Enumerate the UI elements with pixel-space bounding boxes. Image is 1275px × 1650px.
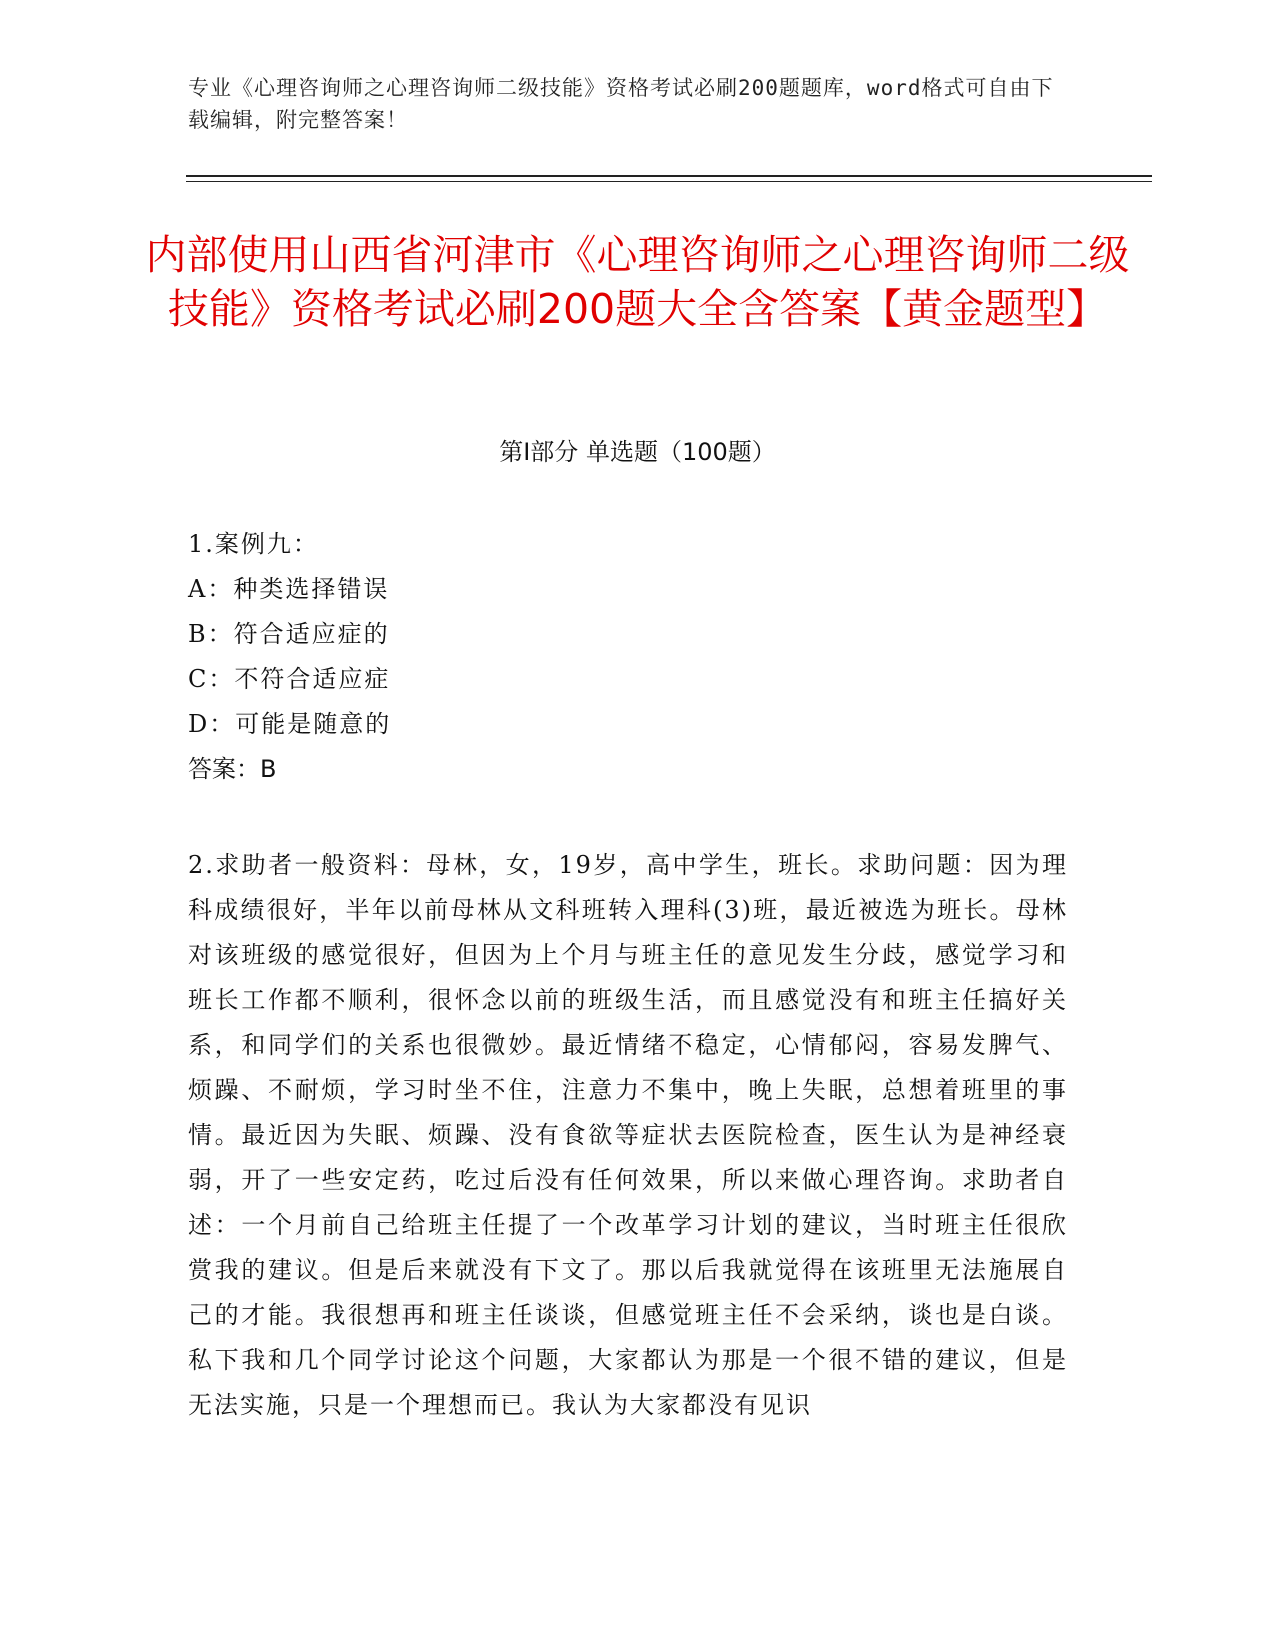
- option-d: D：可能是随意的: [188, 710, 392, 738]
- option-a: A：种类选择错误: [188, 575, 390, 603]
- option-b: B：符合适应症的: [188, 620, 390, 648]
- option-c: C：不符合适应症: [188, 665, 391, 693]
- header-divider-thick: [186, 175, 1152, 177]
- document-title: 内部使用山西省河津市《心理咨询师之心理咨询师二级技能》资格考试必刷200题大全含答案【黄金题型】: [145, 231, 1130, 333]
- header-note: 专业《心理咨询师之心理咨询师二级技能》资格考试必刷200题题库，word格式可自由下载编辑，附完整答案！: [188, 76, 1054, 132]
- answer-text: 答案：B: [188, 755, 277, 783]
- question-stem: 1.案例九：: [188, 530, 319, 558]
- question-1: [188, 522, 1068, 792]
- question-2: 2.求助者一般资料：母林，女，19岁，高中学生，班长。求助问题：因为理科成绩很好，半年以前母林从文科班转入理科(3)班，最近被选为班长。母林对该班级的感觉很好，但因为上个月与班主任的意见发生分歧，感觉学习和班长工作都不顺利，很怀念以前的班级生活，而且感觉没有和班主任搞好关系，和同学们的关系也很微妙。最近情绪不稳定，心情郁闷，容易发脾气、烦躁、不耐烦，学习时坐不住，注意力不集中，晚上失眠，总想着班里的事情。最近因为失眠、烦躁、没有食欲等症状去医院检查，医生认为是神经衰弱，开了一些安定药，吃过后没有任何效果，所以来做心理咨询。求助者自述：一个月前自己给班主任提了一个改革学习计划的建议，当时班主任很欣赏我的建议。但是后来就没有下文了。那以后我就觉得在该班里无法施展自己的才能。我很想再和班主任谈谈，但感觉班主任不会采纳，谈也是白谈。私下我和几个同学讨论这个问题，大家都认为那是一个很不错的建议，但是无法实施，只是一个理想而已。我认为大家都没有见识: [188, 851, 1068, 1419]
- section-heading: 第Ⅰ部分 单选题（100题）: [499, 438, 776, 466]
- header-divider-thin: [186, 181, 1152, 182]
